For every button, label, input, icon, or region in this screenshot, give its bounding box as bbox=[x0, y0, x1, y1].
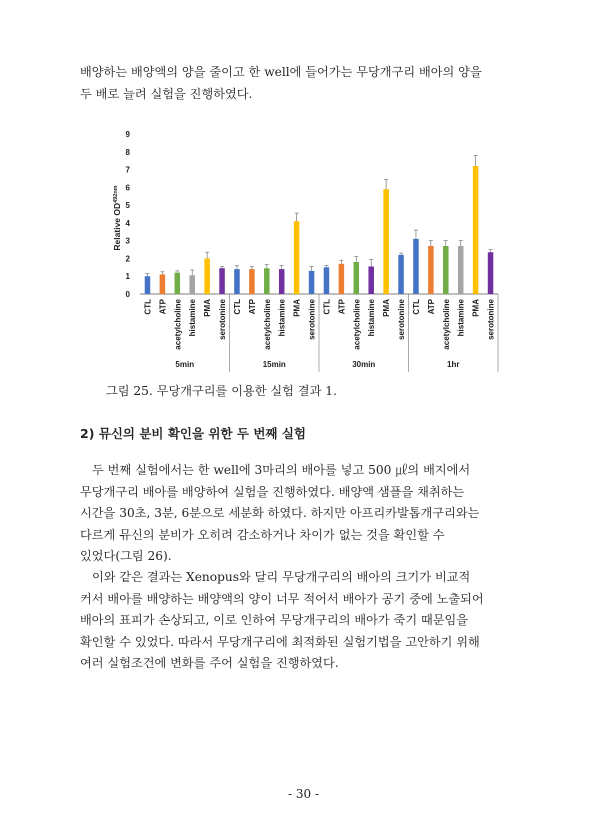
intro-paragraph bbox=[80, 62, 528, 105]
y-tick-label: 2 bbox=[125, 254, 130, 264]
text-line: 있었다(그림 26). bbox=[80, 549, 172, 563]
group-label: 30min bbox=[352, 360, 376, 369]
y-tick-label: 4 bbox=[125, 218, 130, 228]
x-tick-label: acetylcholine bbox=[352, 299, 362, 350]
x-tick-label: serotonine bbox=[218, 299, 228, 340]
group-label: 15min bbox=[262, 360, 286, 369]
body-paragraph-2 bbox=[80, 567, 528, 675]
text-line: 시간을 30초, 3분, 6분으로 세분화 하였다. 하지만 아프리카발톱개구리와는 bbox=[80, 506, 480, 520]
section-heading: 2) 뮤신의 분비 확인을 위한 두 번째 실험 bbox=[80, 426, 306, 441]
body-paragraph-1 bbox=[80, 460, 528, 568]
bar bbox=[398, 255, 404, 294]
x-tick-label: ATP bbox=[158, 299, 168, 315]
x-tick-label: CTL bbox=[322, 299, 332, 315]
bar bbox=[309, 271, 315, 294]
bar bbox=[204, 258, 210, 294]
x-tick-label: acetylcholine bbox=[441, 299, 451, 350]
x-tick-label: serotonine bbox=[486, 299, 496, 340]
x-tick-label: CTL bbox=[411, 299, 421, 315]
text-line: 배아의 표피가 손상되고, 이로 인하여 무당개구리의 배아가 죽기 때문임을 bbox=[80, 613, 469, 627]
x-tick-label: serotonine bbox=[397, 299, 407, 340]
x-tick-label: ATP bbox=[247, 299, 257, 315]
bar bbox=[339, 264, 345, 294]
x-tick-label: histamine bbox=[367, 299, 377, 337]
text-line: 무당개구리 배아를 배양하여 실험을 진행하였다. 배양액 샘플을 채취하는 bbox=[80, 484, 465, 499]
text-line: 이와 같은 결과는 Xenopus와 달리 무당개구리의 배아의 크기가 비교적 bbox=[92, 570, 471, 584]
x-tick-label: serotonine bbox=[307, 299, 317, 340]
bar bbox=[443, 246, 449, 294]
x-tick-label: ATP bbox=[426, 299, 436, 315]
y-tick-label: 8 bbox=[125, 147, 130, 157]
bar bbox=[354, 262, 360, 294]
bar bbox=[383, 189, 389, 294]
text-line: 두 번째 실험에서는 한 well에 3마리의 배아를 넣고 500 ㎕의 배지에서 bbox=[92, 463, 471, 477]
bar bbox=[294, 221, 300, 294]
text-line: 여러 실험조건에 변화를 주어 실험을 진행하였다. bbox=[80, 656, 339, 670]
x-tick-label: histamine bbox=[456, 299, 466, 337]
bar bbox=[249, 269, 255, 294]
bar bbox=[219, 268, 225, 294]
x-tick-label: PMA bbox=[382, 299, 392, 317]
bar bbox=[160, 274, 166, 294]
figure-caption: 그림 25. 무당개구리를 이용한 실험 결과 1. bbox=[106, 384, 337, 398]
bar bbox=[175, 273, 181, 294]
bar bbox=[473, 166, 479, 294]
y-tick-label: 0 bbox=[125, 290, 130, 299]
y-axis-label-superscript: 492nm bbox=[113, 185, 119, 203]
x-tick-label: histamine bbox=[277, 299, 287, 337]
text-line: 배양하는 배양액의 양을 줄이고 한 well에 들어가는 무당개구리 배아의 양을 bbox=[80, 65, 482, 79]
x-tick-label: PMA bbox=[203, 299, 213, 317]
y-tick-label: 3 bbox=[125, 236, 130, 246]
x-tick-label: acetylcholine bbox=[173, 299, 183, 350]
text-line: 다르게 뮤신의 분비가 오히려 감소하거나 차이가 없는 것을 확인할 수 bbox=[80, 527, 445, 542]
bar bbox=[234, 269, 240, 294]
y-tick-label: 5 bbox=[125, 201, 130, 211]
y-axis-label: Relative $OD^{492nm}$ bbox=[112, 185, 122, 251]
bar bbox=[279, 269, 285, 294]
x-tick-label: PMA bbox=[292, 299, 302, 317]
group-label: 1hr bbox=[447, 360, 460, 369]
bar bbox=[428, 246, 434, 294]
bar bbox=[413, 239, 419, 294]
page-number: - 30 - bbox=[287, 787, 319, 801]
y-tick-label: 7 bbox=[125, 165, 130, 175]
text-line: 커서 배아를 배양하는 배양액의 양이 너무 적어서 배아가 공기 중에 노출되어 bbox=[80, 591, 484, 606]
x-tick-label: histamine bbox=[188, 299, 198, 337]
y-tick-label: 9 bbox=[125, 130, 130, 139]
bar bbox=[488, 252, 494, 294]
y-tick-label: 1 bbox=[125, 272, 130, 282]
group-label: 5min bbox=[175, 360, 195, 369]
x-tick-label: CTL bbox=[232, 299, 242, 315]
x-tick-label: ATP bbox=[337, 299, 347, 315]
bar-chart bbox=[100, 122, 510, 380]
bar bbox=[264, 268, 270, 294]
bar bbox=[324, 267, 330, 294]
text-line: 두 배로 늘려 실험을 진행하였다. bbox=[80, 86, 253, 101]
bar bbox=[189, 275, 195, 294]
bar bbox=[145, 276, 151, 294]
bar bbox=[458, 246, 464, 294]
bar bbox=[368, 266, 374, 294]
text-line: 확인할 수 있었다. 따라서 무당개구리에 최적화된 실험기법을 고안하기 위해 bbox=[80, 634, 480, 649]
x-tick-label: PMA bbox=[471, 299, 481, 317]
x-tick-label: acetylcholine bbox=[262, 299, 272, 350]
y-tick-label: 6 bbox=[125, 183, 130, 193]
x-tick-label: CTL bbox=[143, 299, 153, 315]
